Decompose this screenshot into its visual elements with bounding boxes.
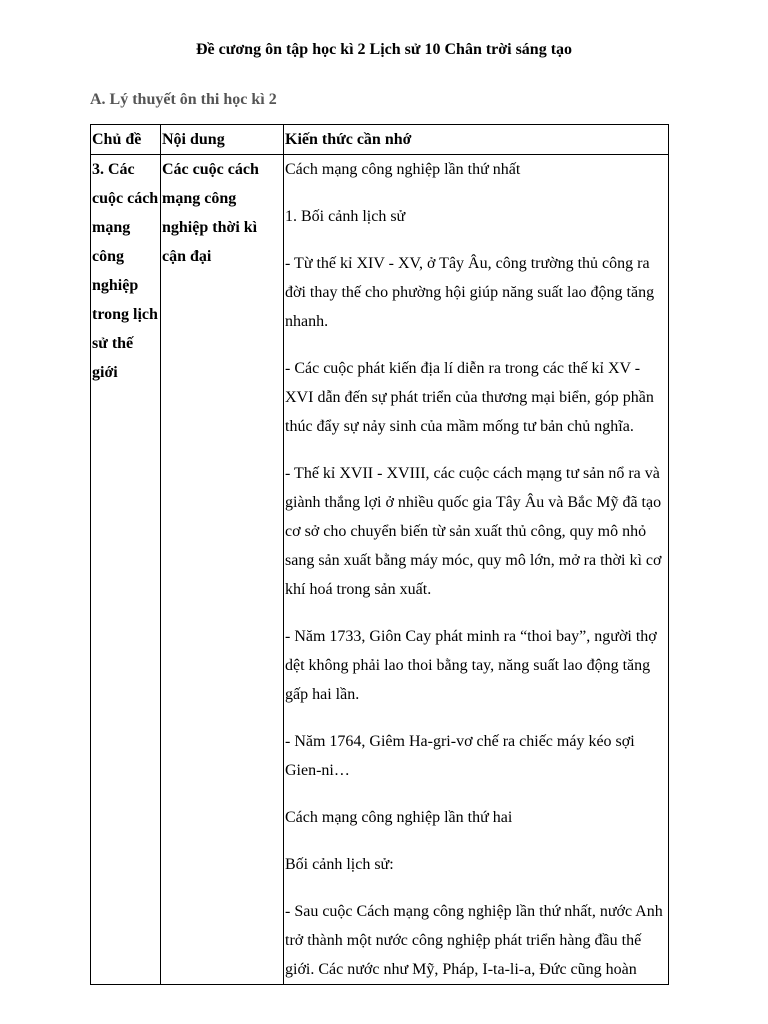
knowledge-paragraph: - Thế kỉ XVII - XVIII, các cuộc cách mạng tư sản nổ ra và giành thắng lợi ở nhiều quốc gia Tây Âu và Bắc Mỹ đã tạo cơ sở cho chuyển biến từ sản xuất thủ công, quy mô nhỏ sang sản xuất bằng máy móc, quy mô lớn, mở ra thời kì cơ khí hoá trong sản xuất. [285, 465, 662, 598]
topic-cell: 3. Các cuộc cách mạng công nghiệp trong lịch sử thế giới [91, 155, 161, 985]
outline-table [90, 124, 669, 985]
knowledge-paragraph: - Năm 1733, Giôn Cay phát minh ra “thoi bay”, người thợ dệt không phải lao thoi bằng tay, năng suất lao động tăng gấp hai lần. [285, 628, 657, 703]
knowledge-paragraph: - Từ thế kỉ XIV - XV, ở Tây Âu, công trường thủ công ra đời thay thế cho phường hội giúp năng suất lao động tăng nhanh. [285, 255, 655, 330]
header-knowledge: Kiến thức cần nhớ [284, 125, 669, 155]
table-header-row [91, 125, 669, 155]
section-heading: A. Lý thuyết ôn thi học kì 2 [90, 91, 277, 108]
document-title: Đề cương ôn tập học kì 2 Lịch sử 10 Chân trời sáng tạo [195, 41, 573, 58]
header-content: Nội dung [161, 125, 284, 155]
knowledge-paragraph: 1. Bối cảnh lịch sử [285, 208, 406, 225]
knowledge-paragraph: - Năm 1764, Giêm Ha-gri-vơ chế ra chiếc máy kéo sợi Gien-ni… [285, 733, 635, 779]
knowledge-cell [284, 155, 669, 985]
knowledge-paragraph: - Sau cuộc Cách mạng công nghiệp lần thứ nhất, nước Anh trở thành một nước công nghiệp phát triển hàng đầu thế giới. Các nước như Mỹ, Pháp, I-ta-li-a, Đức cũng hoàn [285, 903, 663, 978]
knowledge-paragraph: - Các cuộc phát kiến địa lí diễn ra trong các thế kỉ XV - XVI dẫn đến sự phát triển của thương mại biển, góp phần thúc đẩy sự nảy sinh của mầm mống tư bản chủ nghĩa. [285, 360, 654, 435]
knowledge-paragraph: Cách mạng công nghiệp lần thứ nhất [285, 161, 521, 178]
content-cell: Các cuộc cách mạng công nghiệp thời kì cận đại [161, 155, 284, 985]
table-row [91, 155, 669, 985]
knowledge-paragraph: Bối cảnh lịch sử: [285, 856, 394, 873]
knowledge-paragraph: Cách mạng công nghiệp lần thứ hai [285, 809, 513, 826]
header-topic: Chủ đề [91, 125, 161, 155]
